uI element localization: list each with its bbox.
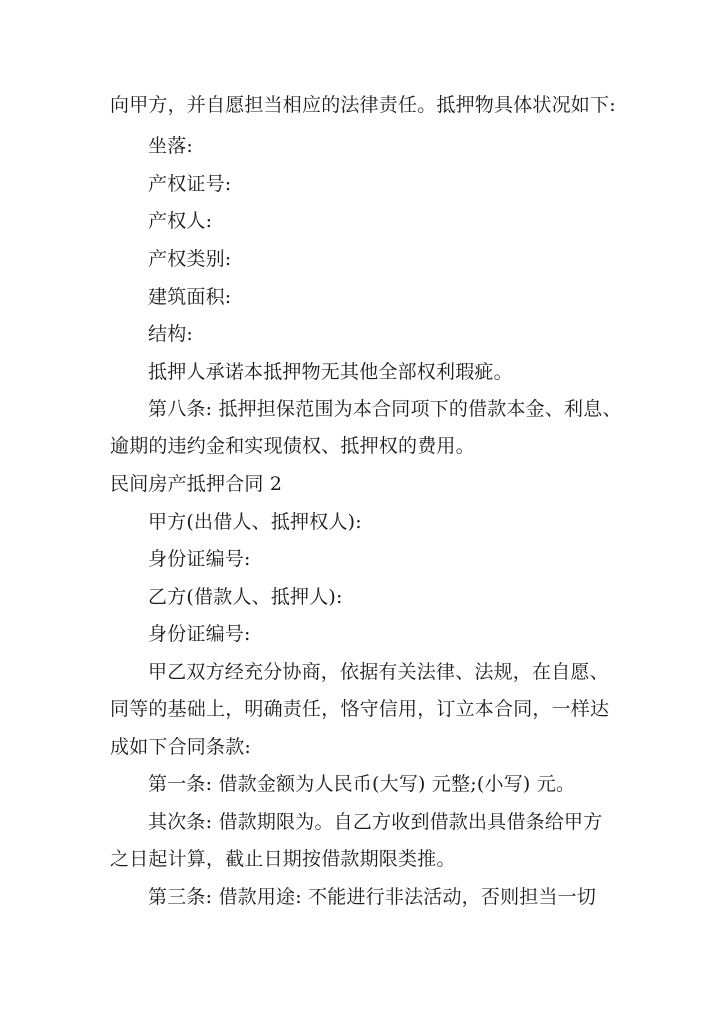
field-certificate-number: 产权证号: (148, 173, 232, 195)
field-property-type: 产权类别: (148, 248, 232, 270)
field-id-number: 身份证编号: (148, 623, 251, 645)
paragraph-line: 同等的基础上，明确责任，恪守信用，订立本合同，一样达 (110, 698, 610, 720)
field-structure: 结构: (148, 323, 194, 345)
field-id-number: 身份证编号: (148, 548, 251, 570)
field-location: 坐落: (148, 135, 194, 157)
article-1: 第一条: 借款金额为人民币(大写) 元整;(小写) 元。 (148, 773, 576, 795)
paragraph-line: 抵押人承诺本抵押物无其他全部权利瑕疵。 (148, 361, 513, 383)
article-2: 其次条: 借款期限为。自乙方收到借款出具借条给甲方 (148, 811, 603, 833)
field-owner: 产权人: (148, 210, 213, 232)
article-3: 第三条: 借款用途: 不能进行非法活动，否则担当一切 (148, 886, 597, 908)
section-title: 民间房产抵押合同 2 (110, 473, 283, 495)
paragraph-line: 逾期的违约金和实现债权、抵押权的费用。 (110, 435, 475, 457)
paragraph-line: 甲乙双方经充分协商，依据有关法律、法规，在自愿、 (148, 661, 609, 683)
article-8: 第八条: 抵押担保范围为本合同项下的借款本金、利息、 (148, 398, 622, 420)
paragraph-line: 向甲方，并自愿担当相应的法律责任。抵押物具体状况如下: (110, 94, 616, 116)
paragraph-line: 之日起计算，截止日期按借款期限类推。 (110, 848, 456, 870)
field-party-a: 甲方(出借人、抵押权人): (148, 511, 362, 533)
paragraph-line: 成如下合同条款: (110, 736, 252, 758)
field-floor-area: 建筑面积: (148, 286, 232, 308)
field-party-b: 乙方(借款人、抵押人): (148, 586, 343, 608)
